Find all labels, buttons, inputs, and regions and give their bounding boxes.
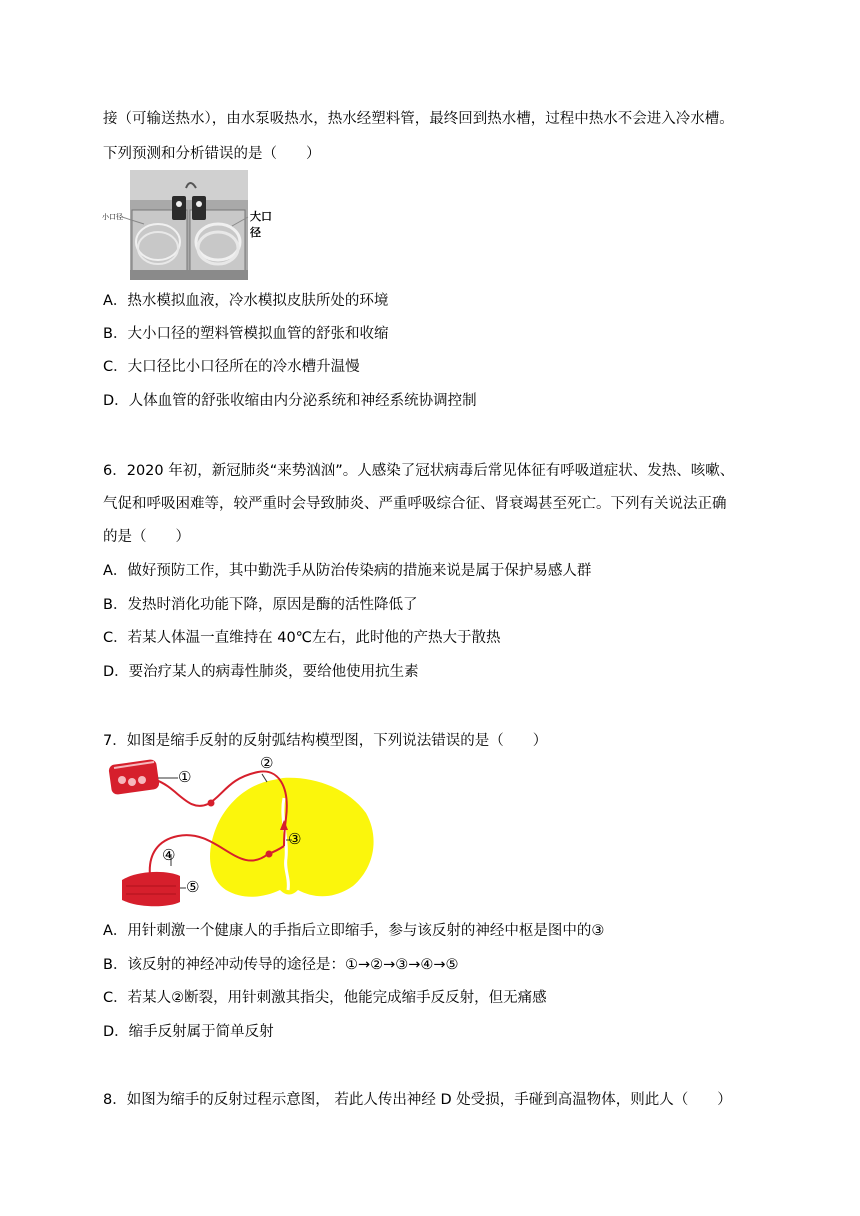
q5-figure-label-small-bore: 小口径: [102, 213, 123, 221]
q7-option-a: A．用针刺激一个健康人的手指后立即缩手，参与该反射的神经中枢是图中的③: [103, 923, 605, 939]
q5-intro-line2: 下列预测和分析错误的是（ ）: [103, 146, 321, 162]
q5-option-a: A．热水模拟血液，冷水模拟皮肤所处的环境: [103, 293, 389, 309]
label-2-afferent-nerve: ②: [260, 754, 274, 772]
q7-stem: 7．如图是缩手反射的反射弧结构模型图，下列说法错误的是（ ）: [103, 733, 548, 749]
effector-muscle: [122, 872, 180, 906]
label-3-nerve-center: ③: [288, 830, 302, 848]
q5-option-c: C．大口径比小口径所在的冷水槽升温慢: [103, 359, 360, 375]
label-4-efferent-nerve: ④: [162, 846, 176, 864]
q5-option-d: D．人体血管的舒张收缩由内分泌系统和神经系统协调控制: [103, 393, 477, 409]
q8-stem: 8．如图为缩手的反射过程示意图， 若此人传出神经 D 处受损，手碰到高温物体，则此人（ ）: [103, 1092, 732, 1108]
q5-figure-label-large-bore: 大口径: [250, 210, 272, 239]
receptor-skin: [108, 759, 160, 795]
q6-option-c: C．若某人体温一直维持在 40℃左右，此时他的产热大于散热: [103, 630, 501, 646]
label-5-effector: ⑤: [186, 878, 200, 896]
q6-option-d: D．要治疗某人的病毒性肺炎，要给他使用抗生素: [103, 664, 419, 680]
q6-stem-line1: 6．2020 年初，新冠肺炎“来势汹汹”。人感染了冠状病毒后常见体征有呼吸道症状、发热、咳嗽、: [103, 463, 735, 479]
label-1-receptor: ①: [178, 768, 192, 786]
q5-option-b: B．大小口径的塑料管模拟血管的舒张和收缩: [103, 326, 389, 342]
q6-stem-line3: 的是（ ）: [103, 529, 190, 545]
q7-option-b: B．该反射的神经冲动传导的途径是：①→②→③→④→⑤: [103, 957, 459, 973]
q7-option-d: D．缩手反射属于简单反射: [103, 1024, 274, 1040]
q5-intro-line1: 接（可输送热水），由水泵吸热水，热水经塑料管，最终回到热水槽，过程中热水不会进入冷水槽。: [103, 111, 734, 127]
q7-figure-reflex-arc: [108, 754, 378, 910]
q5-figure-water-tank-photo: [100, 170, 280, 280]
q6-option-a: A．做好预防工作，其中勤洗手从防治传染病的措施来说是属于保护易感人群: [103, 563, 592, 579]
q7-option-c: C．若某人②断裂，用针刺激其指尖，他能完成缩手反反射，但无痛感: [103, 990, 547, 1006]
q6-option-b: B．发热时消化功能下降，原因是酶的活性降低了: [103, 597, 418, 613]
q6-stem-line2: 气促和呼吸困难等，较严重时会导致肺炎、严重呼吸综合征、肾衰竭甚至死亡。下列有关说法正确: [103, 496, 727, 512]
